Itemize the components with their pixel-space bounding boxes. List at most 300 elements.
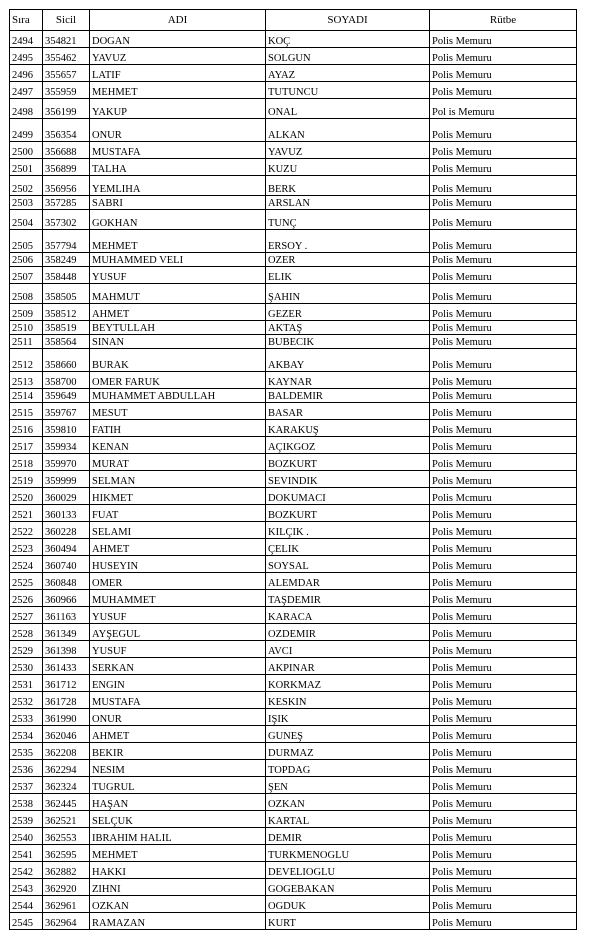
cell-soyadi: ONAL xyxy=(266,99,430,119)
cell-soyadi: BOZKURT xyxy=(266,505,430,522)
table-row xyxy=(10,65,577,82)
cell-adi: BEKIR xyxy=(90,743,266,760)
cell-sicil: 357285 xyxy=(43,196,90,210)
cell-soyadi: KESKIN xyxy=(266,692,430,709)
cell-rutbe: Polis Memuru xyxy=(430,159,577,176)
cell-sira: 2538 xyxy=(10,794,43,811)
cell-sira: 2508 xyxy=(10,284,43,304)
cell-adi: ZIHNI xyxy=(90,879,266,896)
cell-soyadi: OGDUK xyxy=(266,896,430,913)
cell-sicil: 362324 xyxy=(43,777,90,794)
cell-sira: 2516 xyxy=(10,420,43,437)
cell-soyadi: KORKMAZ xyxy=(266,675,430,692)
table-row xyxy=(10,437,577,454)
cell-sira: 2505 xyxy=(10,230,43,253)
cell-adi: OZKAN xyxy=(90,896,266,913)
cell-soyadi: TUTUNCU xyxy=(266,82,430,99)
cell-soyadi: ERSOY . xyxy=(266,230,430,253)
personnel-list-sheet xyxy=(9,9,577,930)
cell-sira: 2542 xyxy=(10,862,43,879)
cell-sira: 2531 xyxy=(10,675,43,692)
cell-rutbe: Polis Memuru xyxy=(430,176,577,196)
cell-sicil: 362595 xyxy=(43,845,90,862)
cell-sira: 2543 xyxy=(10,879,43,896)
cell-soyadi: BOZKURT xyxy=(266,454,430,471)
cell-adi: YAKUP xyxy=(90,99,266,119)
cell-sira: 2506 xyxy=(10,253,43,267)
cell-adi: OMER xyxy=(90,573,266,590)
cell-adi: SELAMI xyxy=(90,522,266,539)
table-row xyxy=(10,99,577,119)
cell-adi: ONUR xyxy=(90,119,266,142)
cell-adi: ONUR xyxy=(90,709,266,726)
cell-sira: 2515 xyxy=(10,403,43,420)
cell-sicil: 362964 xyxy=(43,913,90,930)
cell-rutbe: Polis Memuru xyxy=(430,879,577,896)
cell-sira: 2514 xyxy=(10,389,43,403)
cell-adi: RAMAZAN xyxy=(90,913,266,930)
table-row xyxy=(10,709,577,726)
cell-sicil: 355959 xyxy=(43,82,90,99)
cell-sicil: 360848 xyxy=(43,573,90,590)
cell-rutbe: Polis Memuru xyxy=(430,573,577,590)
table-row xyxy=(10,607,577,624)
cell-soyadi: TUNÇ xyxy=(266,210,430,230)
cell-sicil: 358249 xyxy=(43,253,90,267)
cell-sicil: 361398 xyxy=(43,641,90,658)
cell-soyadi: AKTAŞ xyxy=(266,321,430,335)
cell-soyadi: ALKAN xyxy=(266,119,430,142)
cell-sicil: 359934 xyxy=(43,437,90,454)
cell-rutbe: Polis Memuru xyxy=(430,82,577,99)
cell-soyadi: DEMIR xyxy=(266,828,430,845)
table-row xyxy=(10,420,577,437)
table-row xyxy=(10,48,577,65)
cell-sicil: 360029 xyxy=(43,488,90,505)
cell-adi: YUSUF xyxy=(90,607,266,624)
cell-sicil: 359810 xyxy=(43,420,90,437)
cell-rutbe: Polis Memuru xyxy=(430,862,577,879)
cell-sicil: 361990 xyxy=(43,709,90,726)
cell-soyadi: KARAKUŞ xyxy=(266,420,430,437)
cell-adi: AYŞEGUL xyxy=(90,624,266,641)
cell-sira: 2541 xyxy=(10,845,43,862)
cell-sicil: 360494 xyxy=(43,539,90,556)
cell-adi: FUAT xyxy=(90,505,266,522)
cell-soyadi: BALDEMIR xyxy=(266,389,430,403)
table-row xyxy=(10,760,577,777)
cell-sicil: 358660 xyxy=(43,349,90,372)
cell-sicil: 362882 xyxy=(43,862,90,879)
cell-sira: 2529 xyxy=(10,641,43,658)
cell-rutbe: Polis Memuru xyxy=(430,253,577,267)
cell-rutbe: Polis Memuru xyxy=(430,437,577,454)
cell-sira: 2497 xyxy=(10,82,43,99)
cell-rutbe: Polis Memuru xyxy=(430,760,577,777)
cell-rutbe: Polis Memuru xyxy=(430,607,577,624)
cell-adi: MUHAMMET ABDULLAH xyxy=(90,389,266,403)
cell-rutbe: Polis Memuru xyxy=(430,658,577,675)
cell-sira: 2527 xyxy=(10,607,43,624)
cell-sicil: 362208 xyxy=(43,743,90,760)
cell-soyadi: DOKUMACI xyxy=(266,488,430,505)
cell-rutbe: Polis Memuru xyxy=(430,267,577,284)
cell-soyadi: KARACA xyxy=(266,607,430,624)
cell-soyadi: BERK xyxy=(266,176,430,196)
table-row xyxy=(10,196,577,210)
cell-sira: 2534 xyxy=(10,726,43,743)
cell-sira: 2533 xyxy=(10,709,43,726)
cell-soyadi: GOGEBAKAN xyxy=(266,879,430,896)
cell-rutbe: Polis Memuru xyxy=(430,389,577,403)
cell-sicil: 362445 xyxy=(43,794,90,811)
cell-rutbe: Polis Memuru xyxy=(430,119,577,142)
table-row xyxy=(10,159,577,176)
cell-sicil: 355657 xyxy=(43,65,90,82)
table-row xyxy=(10,556,577,573)
table-row xyxy=(10,349,577,372)
cell-soyadi: GEZER xyxy=(266,304,430,321)
cell-soyadi: ÇELIK xyxy=(266,539,430,556)
cell-sira: 2507 xyxy=(10,267,43,284)
cell-sicil: 362961 xyxy=(43,896,90,913)
table-row xyxy=(10,372,577,389)
table-row xyxy=(10,119,577,142)
table-row xyxy=(10,522,577,539)
cell-sicil: 362521 xyxy=(43,811,90,828)
cell-sira: 2502 xyxy=(10,176,43,196)
cell-adi: SERKAN xyxy=(90,658,266,675)
cell-adi: MUHAMMED VELI xyxy=(90,253,266,267)
cell-sicil: 357302 xyxy=(43,210,90,230)
cell-rutbe: Polis Memuru xyxy=(430,505,577,522)
table-row xyxy=(10,692,577,709)
cell-rutbe: Polis Memuru xyxy=(430,335,577,349)
cell-adi: MUSTAFA xyxy=(90,692,266,709)
cell-sicil: 358700 xyxy=(43,372,90,389)
cell-soyadi: TURKMENOGLU xyxy=(266,845,430,862)
cell-sira: 2498 xyxy=(10,99,43,119)
cell-sira: 2501 xyxy=(10,159,43,176)
cell-sira: 2503 xyxy=(10,196,43,210)
table-body xyxy=(10,31,577,930)
cell-sicil: 359649 xyxy=(43,389,90,403)
table-row xyxy=(10,471,577,488)
cell-rutbe: Polis Memuru xyxy=(430,811,577,828)
cell-sira: 2517 xyxy=(10,437,43,454)
table-row xyxy=(10,624,577,641)
cell-sira: 2544 xyxy=(10,896,43,913)
cell-soyadi: ALEMDAR xyxy=(266,573,430,590)
column-header-sicil: Sicil xyxy=(43,10,90,31)
cell-sicil: 361728 xyxy=(43,692,90,709)
cell-rutbe: Polis Memuru xyxy=(430,210,577,230)
cell-sicil: 354821 xyxy=(43,31,90,48)
cell-adi: TALHA xyxy=(90,159,266,176)
cell-rutbe: Polis Memuru xyxy=(430,454,577,471)
cell-soyadi: OZER xyxy=(266,253,430,267)
cell-rutbe: Polis Memuru xyxy=(430,692,577,709)
table-row xyxy=(10,253,577,267)
table-row xyxy=(10,573,577,590)
table-row xyxy=(10,828,577,845)
cell-sicil: 362046 xyxy=(43,726,90,743)
cell-sira: 2540 xyxy=(10,828,43,845)
cell-soyadi: AYAZ xyxy=(266,65,430,82)
cell-rutbe: Polis Memuru xyxy=(430,777,577,794)
cell-adi: MEHMET xyxy=(90,82,266,99)
cell-rutbe: Polis Memuru xyxy=(430,828,577,845)
cell-rutbe: Polis Mcmuru xyxy=(430,488,577,505)
cell-sira: 2499 xyxy=(10,119,43,142)
cell-sira: 2494 xyxy=(10,31,43,48)
cell-rutbe: Polis Memuru xyxy=(430,624,577,641)
cell-adi: MURAT xyxy=(90,454,266,471)
cell-rutbe: Polis Memuru xyxy=(430,230,577,253)
cell-sicil: 356688 xyxy=(43,142,90,159)
cell-soyadi: ELIK xyxy=(266,267,430,284)
cell-sicil: 360740 xyxy=(43,556,90,573)
cell-adi: MESUT xyxy=(90,403,266,420)
cell-soyadi: OZKAN xyxy=(266,794,430,811)
cell-sira: 2523 xyxy=(10,539,43,556)
cell-sicil: 358519 xyxy=(43,321,90,335)
cell-sira: 2532 xyxy=(10,692,43,709)
cell-sira: 2518 xyxy=(10,454,43,471)
cell-adi: HAŞAN xyxy=(90,794,266,811)
table-row xyxy=(10,641,577,658)
cell-sicil: 358564 xyxy=(43,335,90,349)
cell-sira: 2522 xyxy=(10,522,43,539)
table-row xyxy=(10,505,577,522)
cell-soyadi: ARSLAN xyxy=(266,196,430,210)
cell-sicil: 362920 xyxy=(43,879,90,896)
cell-adi: GOKHAN xyxy=(90,210,266,230)
cell-soyadi: AÇIKGOZ xyxy=(266,437,430,454)
table-row xyxy=(10,304,577,321)
cell-rutbe: Polis Memuru xyxy=(430,675,577,692)
cell-adi: BURAK xyxy=(90,349,266,372)
cell-sira: 2526 xyxy=(10,590,43,607)
cell-sicil: 362553 xyxy=(43,828,90,845)
cell-sicil: 360966 xyxy=(43,590,90,607)
table-row xyxy=(10,845,577,862)
cell-sicil: 356956 xyxy=(43,176,90,196)
cell-sira: 2513 xyxy=(10,372,43,389)
cell-soyadi: ŞAHIN xyxy=(266,284,430,304)
cell-adi: LATIF xyxy=(90,65,266,82)
cell-soyadi: YAVUZ xyxy=(266,142,430,159)
cell-soyadi: ŞEN xyxy=(266,777,430,794)
cell-sira: 2539 xyxy=(10,811,43,828)
cell-soyadi: BUBECIK xyxy=(266,335,430,349)
cell-sicil: 358505 xyxy=(43,284,90,304)
cell-adi: ENGIN xyxy=(90,675,266,692)
cell-sira: 2512 xyxy=(10,349,43,372)
table-row xyxy=(10,230,577,253)
personnel-table xyxy=(9,9,577,930)
cell-rutbe: Polis Memuru xyxy=(430,372,577,389)
table-row xyxy=(10,284,577,304)
cell-rutbe: Polis Memuru xyxy=(430,304,577,321)
cell-rutbe: Polis Memuru xyxy=(430,321,577,335)
cell-soyadi: SOYSAL xyxy=(266,556,430,573)
column-header-sira: Sıra xyxy=(10,10,43,31)
cell-sicil: 360228 xyxy=(43,522,90,539)
cell-sira: 2537 xyxy=(10,777,43,794)
cell-soyadi: TOPDAG xyxy=(266,760,430,777)
cell-sira: 2524 xyxy=(10,556,43,573)
cell-adi: KENAN xyxy=(90,437,266,454)
cell-sira: 2528 xyxy=(10,624,43,641)
cell-rutbe: Polis Memuru xyxy=(430,641,577,658)
cell-rutbe: Polis Memuru xyxy=(430,896,577,913)
table-row xyxy=(10,335,577,349)
cell-adi: YAVUZ xyxy=(90,48,266,65)
cell-soyadi: DURMAZ xyxy=(266,743,430,760)
cell-sicil: 356899 xyxy=(43,159,90,176)
table-row xyxy=(10,879,577,896)
cell-sira: 2509 xyxy=(10,304,43,321)
cell-adi: BEYTULLAH xyxy=(90,321,266,335)
table-row xyxy=(10,539,577,556)
cell-rutbe: Polis Memuru xyxy=(430,539,577,556)
cell-soyadi: KARTAL xyxy=(266,811,430,828)
cell-rutbe: Polis Memuru xyxy=(430,709,577,726)
cell-rutbe: Polis Memuru xyxy=(430,726,577,743)
cell-rutbe: Polis Memuru xyxy=(430,196,577,210)
cell-soyadi: IŞIK xyxy=(266,709,430,726)
cell-soyadi: SOLGUN xyxy=(266,48,430,65)
cell-soyadi: KOÇ xyxy=(266,31,430,48)
cell-rutbe: Polis Memuru xyxy=(430,743,577,760)
table-row xyxy=(10,82,577,99)
cell-rutbe: Polis Memuru xyxy=(430,31,577,48)
cell-rutbe: Polis Memuru xyxy=(430,522,577,539)
cell-soyadi: OZDEMIR xyxy=(266,624,430,641)
cell-adi: YUSUF xyxy=(90,641,266,658)
table-row xyxy=(10,913,577,930)
cell-adi: DOGAN xyxy=(90,31,266,48)
cell-sira: 2535 xyxy=(10,743,43,760)
cell-rutbe: Polis Memuru xyxy=(430,420,577,437)
cell-soyadi: KAYNAR xyxy=(266,372,430,389)
cell-soyadi: SEVINDIK xyxy=(266,471,430,488)
cell-rutbe: Polis Memuru xyxy=(430,556,577,573)
table-row xyxy=(10,321,577,335)
table-row xyxy=(10,811,577,828)
cell-sicil: 359970 xyxy=(43,454,90,471)
cell-rutbe: Polis Memuru xyxy=(430,65,577,82)
cell-adi: NESIM xyxy=(90,760,266,777)
cell-rutbe: Polis Memuru xyxy=(430,913,577,930)
cell-adi: SABRI xyxy=(90,196,266,210)
cell-sicil: 356199 xyxy=(43,99,90,119)
cell-soyadi: KURT xyxy=(266,913,430,930)
cell-rutbe: Polis Memuru xyxy=(430,284,577,304)
table-row xyxy=(10,896,577,913)
cell-adi: FATIH xyxy=(90,420,266,437)
cell-rutbe: Polis Memuru xyxy=(430,403,577,420)
cell-sicil: 359999 xyxy=(43,471,90,488)
cell-adi: AHMET xyxy=(90,726,266,743)
cell-soyadi: BASAR xyxy=(266,403,430,420)
table-row xyxy=(10,862,577,879)
cell-sicil: 361349 xyxy=(43,624,90,641)
cell-adi: HIKMET xyxy=(90,488,266,505)
cell-soyadi: KILÇIK . xyxy=(266,522,430,539)
cell-adi: OMER FARUK xyxy=(90,372,266,389)
cell-adi: SINAN xyxy=(90,335,266,349)
cell-sicil: 356354 xyxy=(43,119,90,142)
cell-rutbe: Polis Memuru xyxy=(430,794,577,811)
table-row xyxy=(10,176,577,196)
cell-adi: MEHMET xyxy=(90,230,266,253)
cell-sira: 2511 xyxy=(10,335,43,349)
cell-sira: 2520 xyxy=(10,488,43,505)
cell-sicil: 358512 xyxy=(43,304,90,321)
cell-adi: AHMET xyxy=(90,304,266,321)
cell-soyadi: AVCI xyxy=(266,641,430,658)
cell-sicil: 357794 xyxy=(43,230,90,253)
cell-soyadi: AKBAY xyxy=(266,349,430,372)
cell-adi: HAKKI xyxy=(90,862,266,879)
cell-sicil: 361163 xyxy=(43,607,90,624)
table-row xyxy=(10,658,577,675)
cell-sira: 2530 xyxy=(10,658,43,675)
cell-sicil: 362294 xyxy=(43,760,90,777)
cell-adi: MUSTAFA xyxy=(90,142,266,159)
cell-soyadi: AKPINAR xyxy=(266,658,430,675)
cell-sira: 2536 xyxy=(10,760,43,777)
column-header-rutbe: Rütbe xyxy=(430,10,577,31)
cell-rutbe: Polis Memuru xyxy=(430,471,577,488)
table-row xyxy=(10,777,577,794)
table-row xyxy=(10,743,577,760)
cell-sicil: 361433 xyxy=(43,658,90,675)
cell-sira: 2545 xyxy=(10,913,43,930)
cell-rutbe: Polis Memuru xyxy=(430,349,577,372)
cell-adi: AHMET xyxy=(90,539,266,556)
cell-rutbe: Polis Memuru xyxy=(430,142,577,159)
cell-sira: 2525 xyxy=(10,573,43,590)
cell-sira: 2504 xyxy=(10,210,43,230)
table-row xyxy=(10,488,577,505)
cell-adi: MAHMUT xyxy=(90,284,266,304)
column-header-adi: ADI xyxy=(90,10,266,31)
cell-adi: YUSUF xyxy=(90,267,266,284)
cell-adi: IBRAHIM HALIL xyxy=(90,828,266,845)
table-row xyxy=(10,210,577,230)
cell-soyadi: DEVELIOGLU xyxy=(266,862,430,879)
header-row xyxy=(10,10,577,31)
cell-adi: YEMLIHA xyxy=(90,176,266,196)
table-row xyxy=(10,590,577,607)
table-row xyxy=(10,267,577,284)
cell-sira: 2510 xyxy=(10,321,43,335)
table-row xyxy=(10,403,577,420)
cell-adi: TUGRUL xyxy=(90,777,266,794)
cell-soyadi: GUNEŞ xyxy=(266,726,430,743)
cell-rutbe: Polis Memuru xyxy=(430,590,577,607)
cell-sira: 2495 xyxy=(10,48,43,65)
cell-sira: 2521 xyxy=(10,505,43,522)
table-row xyxy=(10,794,577,811)
cell-adi: MEHMET xyxy=(90,845,266,862)
cell-rutbe: Polis Memuru xyxy=(430,48,577,65)
table-row xyxy=(10,454,577,471)
cell-adi: SELÇUK xyxy=(90,811,266,828)
